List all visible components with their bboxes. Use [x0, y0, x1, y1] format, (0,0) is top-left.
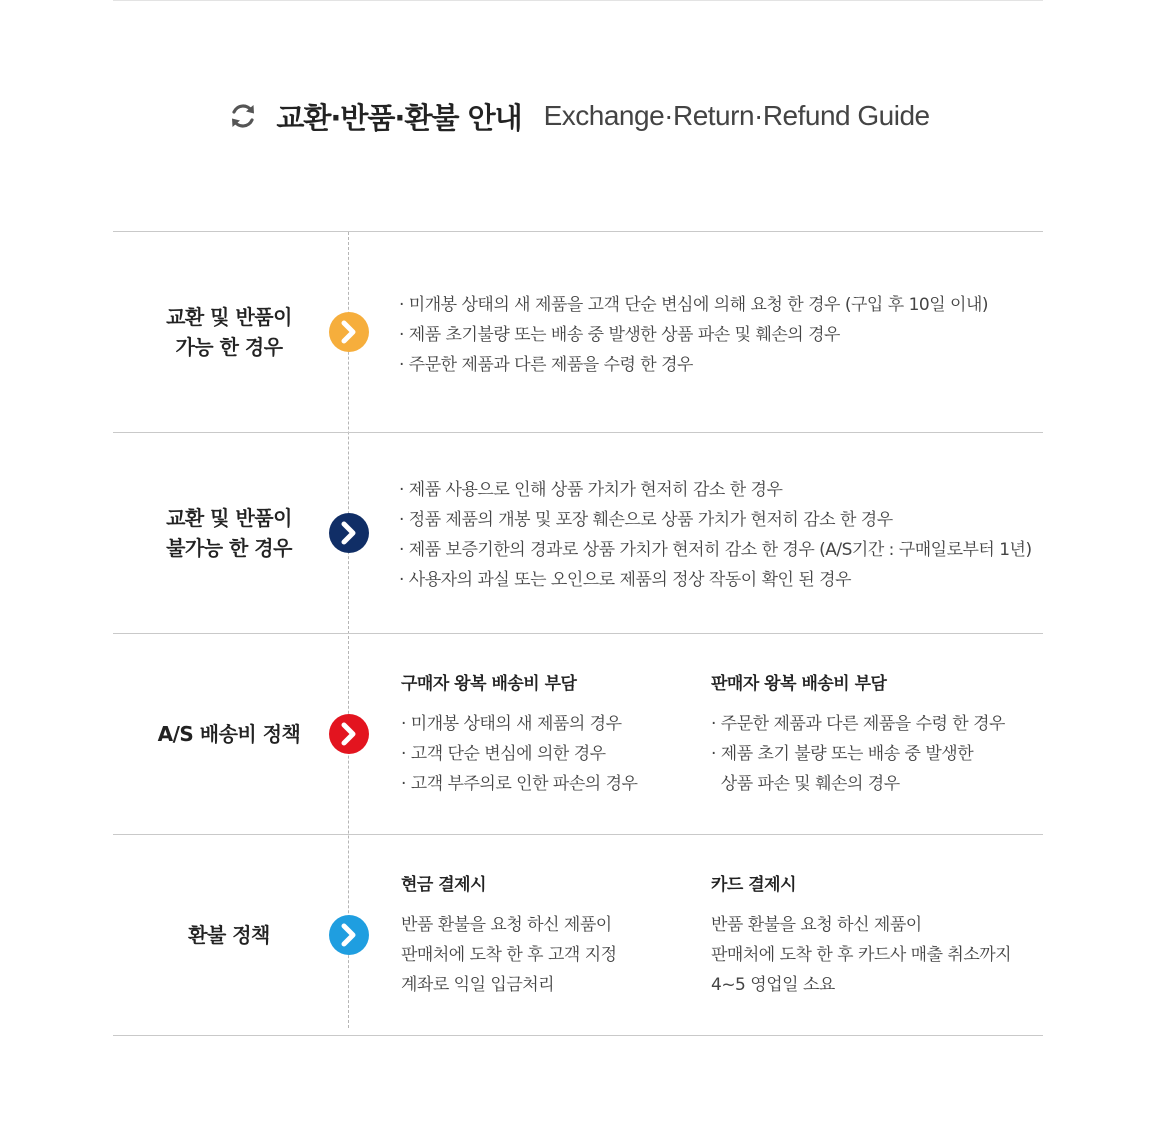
policy-table: [113, 231, 1043, 1036]
list-item: 계좌로 익일 입금처리: [401, 975, 555, 995]
cash-payment-column: [401, 870, 617, 1000]
list-item: 반품 환불을 요청 하신 제품이: [711, 915, 922, 935]
page-header: [0, 96, 1158, 136]
list-item: 판매처에 도착 한 후 고객 지정: [401, 945, 617, 965]
list-item: 상품 파손 및 훼손의 경우: [711, 774, 900, 794]
list-item: · 사용자의 과실 또는 오인으로 제품의 정상 작동이 확인 된 경우: [399, 570, 851, 590]
row-label-line: A/S 배송비 정책: [157, 722, 301, 746]
column-title: 현금 결제시: [401, 875, 487, 895]
seller-pays-column: [711, 669, 1005, 799]
policy-row-refund: [113, 834, 1043, 1036]
list-item: · 제품 사용으로 인해 상품 가치가 현저히 감소 한 경우: [399, 480, 783, 500]
row-label: [113, 433, 345, 633]
row-label-line: 불가능 한 경우: [166, 536, 292, 560]
chevron-right-icon: [329, 915, 369, 955]
list-item: · 고객 단순 변심에 의한 경우: [401, 744, 606, 764]
page-subtitle: Exchange·Return·Refund Guide: [543, 100, 930, 131]
list-item: · 고객 부주의로 인한 파손의 경우: [401, 774, 638, 794]
list-item: 4~5 영업일 소요: [711, 975, 835, 995]
chevron-right-icon: [329, 312, 369, 352]
refresh-icon: [228, 101, 258, 131]
row-label-line: 교환 및 반품이: [166, 305, 292, 329]
row-content: [399, 290, 988, 380]
list-item: · 제품 초기 불량 또는 배송 중 발생한: [711, 744, 974, 764]
list-item: 반품 환불을 요청 하신 제품이: [401, 915, 612, 935]
column-title: 카드 결제시: [711, 875, 797, 895]
row-label-line: 교환 및 반품이: [166, 506, 292, 530]
list-item: · 미개봉 상태의 새 제품의 경우: [401, 714, 622, 734]
list-item: · 제품 초기불량 또는 배송 중 발생한 상품 파손 및 훼손의 경우: [399, 325, 840, 345]
list-item: · 제품 보증기한의 경과로 상품 가치가 현저히 감소 한 경우 (A/S기간 : 구매일로부터 1년): [399, 540, 1032, 560]
policy-row-as-shipping: [113, 633, 1043, 834]
column-title: 구매자 왕복 배송비 부담: [401, 674, 577, 694]
row-label-line: 환불 정책: [188, 923, 270, 947]
row-label-line: 가능 한 경우: [175, 335, 283, 359]
chevron-right-icon: [329, 714, 369, 754]
top-divider: [113, 0, 1043, 1]
list-item: · 미개봉 상태의 새 제품을 고객 단순 변심에 의해 요청 한 경우 (구입 후 10일 이내): [399, 295, 989, 315]
row-label: [113, 634, 345, 834]
chevron-right-icon: [329, 513, 369, 553]
page-title: 교환·반품·환불 안내: [276, 100, 522, 135]
card-payment-column: [711, 870, 1011, 1000]
row-content: [399, 475, 1032, 595]
row-label: [113, 835, 345, 1035]
list-item: 판매처에 도착 한 후 카드사 매출 취소까지: [711, 945, 1012, 965]
row-label: [113, 232, 345, 432]
buyer-pays-column: [401, 669, 637, 799]
list-item: · 주문한 제품과 다른 제품을 수령 한 경우: [711, 714, 1005, 734]
policy-row-exchange-possible: [113, 231, 1043, 432]
policy-row-exchange-impossible: [113, 432, 1043, 633]
list-item: · 주문한 제품과 다른 제품을 수령 한 경우: [399, 355, 693, 375]
column-title: 판매자 왕복 배송비 부담: [711, 674, 887, 694]
list-item: · 정품 제품의 개봉 및 포장 훼손으로 상품 가치가 현저히 감소 한 경우: [399, 510, 893, 530]
